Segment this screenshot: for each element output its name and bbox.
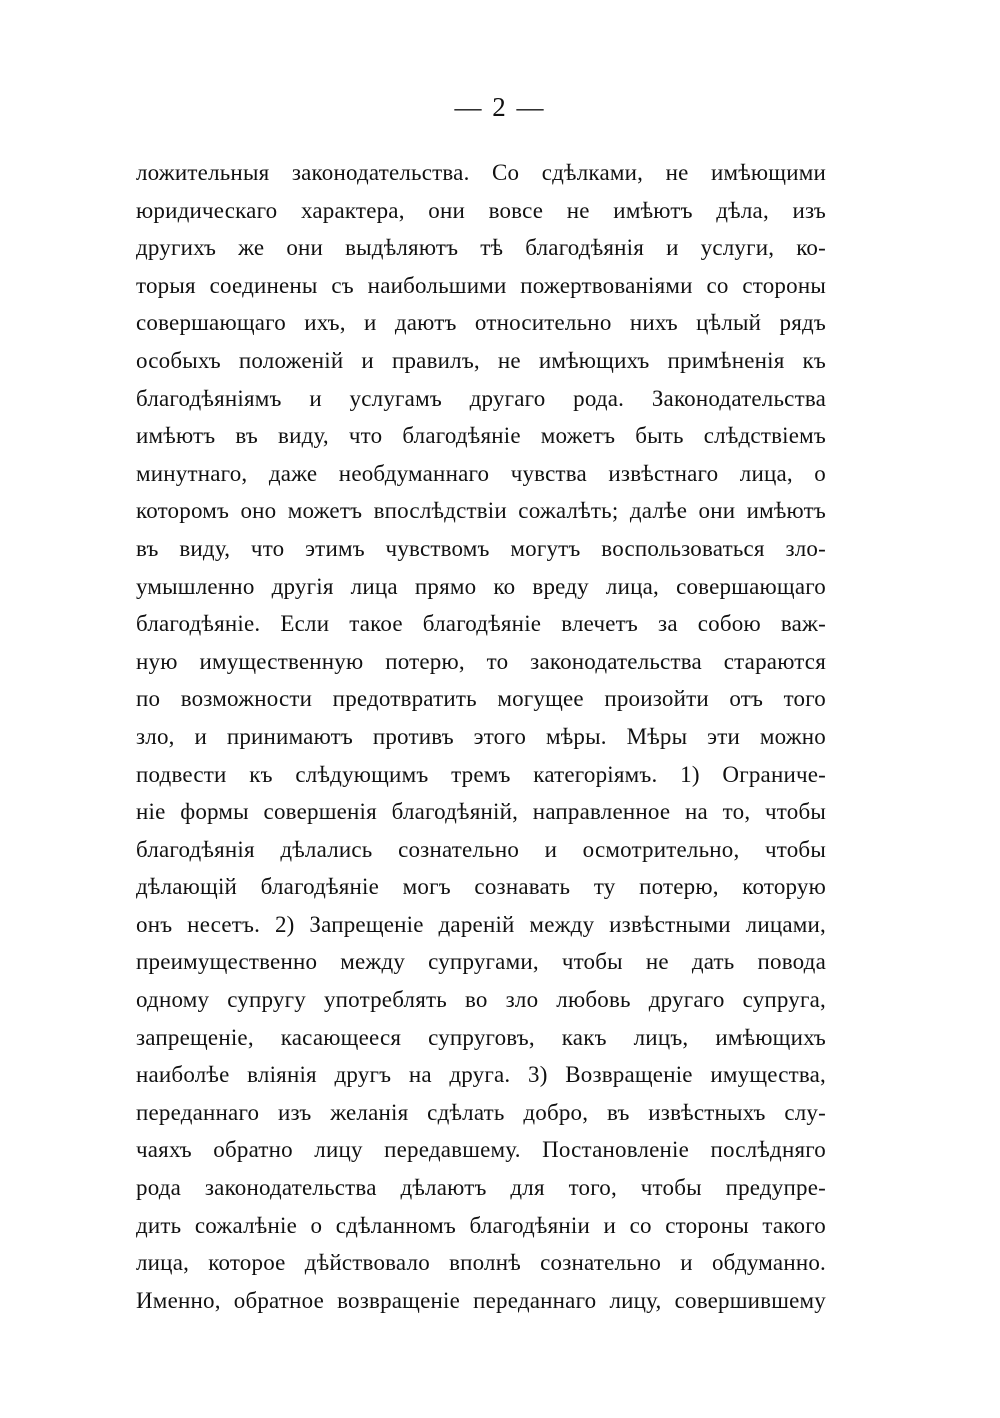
text-line: запрещеніе, касающееся супруговъ, какъ лицъ, имѣющихъ xyxy=(136,1024,826,1050)
text-line: въ виду, что этимъ чувствомъ могутъ воспользоваться зло- xyxy=(136,535,826,561)
text-line: благодѣяніямъ и услугамъ другаго рода. Законодательства xyxy=(136,385,826,411)
page-number: — 2 — xyxy=(454,92,546,122)
text-line: лица, которое дѣйствовало вполнѣ сознательно и обдуманно. xyxy=(136,1250,826,1276)
body-text xyxy=(136,154,826,1319)
text-line: которомъ оно можетъ впослѣдствіи сожалѣть; далѣе они имѣютъ xyxy=(136,498,826,524)
text-line: дить сожалѣніе о сдѣланномъ благодѣяніи и со стороны такого xyxy=(136,1212,826,1238)
text-line: минутнаго, даже необдуманнаго чувства извѣстнаго лица, о xyxy=(136,460,826,486)
text-line: ложительныя законодательства. Со сдѣлками, не имѣющими xyxy=(136,160,826,185)
text-line: по возможности предотвратить могущее произойти отъ того xyxy=(136,686,826,712)
text-line: одному супругу употреблять во зло любовь другаго супруга, xyxy=(136,987,826,1013)
text-line: благодѣянія дѣлались сознательно и осмотрительно, чтобы xyxy=(136,836,826,862)
text-line: наиболѣе вліянія другъ на друга. 3) Возвращеніе имущества, xyxy=(136,1062,826,1088)
text-line: зло, и принимаютъ противъ этого мѣры. Мѣры эти можно xyxy=(136,723,826,749)
text-line: юридическаго характера, они вовсе не имѣютъ дѣла, изъ xyxy=(136,197,826,223)
text-line: совершающаго ихъ, и даютъ относительно нихъ цѣлый рядъ xyxy=(136,310,826,336)
text-line: ніе формы совершенія благодѣяній, направленное на то, чтобы xyxy=(136,799,826,825)
text-line: чаяхъ обратно лицу передавшему. Постановленіе послѣдняго xyxy=(136,1137,826,1163)
text-line: преимущественно между супругами, чтобы не дать повода xyxy=(136,949,826,975)
text-line: особыхъ положеній и правилъ, не имѣющихъ примѣненія къ xyxy=(136,347,826,373)
text-line: другихъ же они выдѣляютъ тѣ благодѣянія и услуги, ко- xyxy=(136,235,826,261)
text-line: умышленно другія лица прямо ко вреду лица, совершающаго xyxy=(136,573,826,599)
text-line: Именно, обратное возвращеніе переданнаго лицу, совершившему xyxy=(136,1287,826,1313)
text-line: дѣлающій благодѣяніе могъ сознавать ту потерю, которую xyxy=(136,874,826,900)
text-line: имѣютъ въ виду, что благодѣяніе можетъ быть слѣдствіемъ xyxy=(136,423,826,449)
text-line: рода законодательства дѣлаютъ для того, чтобы предупре- xyxy=(136,1175,826,1201)
text-line: благодѣяніе. Если такое благодѣяніе влечетъ за собою важ- xyxy=(136,611,826,637)
text-line: переданнаго изъ желанія сдѣлать добро, въ извѣстныхъ слу- xyxy=(136,1099,826,1125)
text-line: подвести къ слѣдующимъ тремъ категоріямъ. 1) Ограниче- xyxy=(136,761,826,787)
text-line: ную имущественную потерю, то законодательства стараются xyxy=(136,648,826,674)
text-line: онъ несетъ. 2) Запрещеніе дареній между извѣстными лицами, xyxy=(136,911,826,937)
text-line: торыя соединены съ наибольшими пожертвованіями со стороны xyxy=(136,272,826,298)
